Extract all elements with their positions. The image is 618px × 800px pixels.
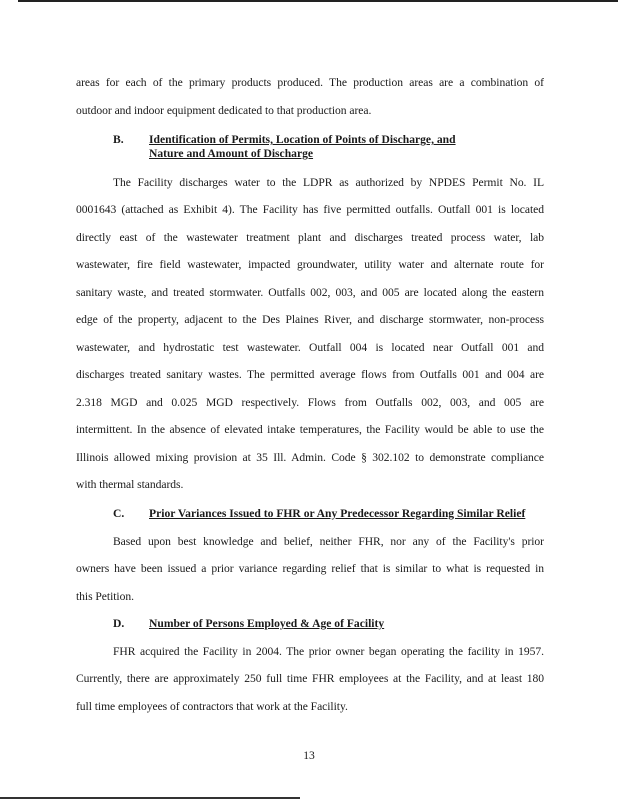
section-b-line-9: 2.318 MGD and 0.025 MGD respectively. Flows from Outfalls 002, 003, and 005 are xyxy=(76,396,544,409)
section-b-line-3: directly east of the wastewater treatment plant and discharges treated process water, lab xyxy=(76,231,544,244)
section-b-letter: B. xyxy=(113,133,124,146)
section-b-line-2: 0001643 (attached as Exhibit 4). The Facility has five permitted outfalls. Outfall 001 is located xyxy=(76,203,544,216)
section-b-line-6: edge of the property, adjacent to the Des Plaines River, and discharge stormwater, non-process xyxy=(76,313,544,326)
section-b-line-10: intermittent. In the absence of elevated intake temperatures, the Facility would be able to use the xyxy=(76,423,544,436)
section-d-line-2: Currently, there are approximately 250 full time FHR employees at the Facility, and at least 180 xyxy=(76,672,544,685)
section-c-letter: C. xyxy=(113,507,125,520)
section-b-line-8: discharges treated sanitary wastes. The permitted average flows from Outfalls 001 and 004 are xyxy=(76,368,544,381)
section-d-line-3: full time employees of contractors that work at the Facility. xyxy=(76,700,348,713)
page-number: 13 xyxy=(303,749,315,762)
bottom-rule xyxy=(0,797,300,799)
section-d-letter: D. xyxy=(113,617,125,630)
section-b-title-line-2: Nature and Amount of Discharge xyxy=(149,147,314,160)
section-b-line-12: with thermal standards. xyxy=(76,478,184,491)
section-b-line-5: sanitary waste, and treated stormwater. Outfalls 002, 003, and 005 are located along the eastern xyxy=(76,286,544,299)
section-c-line-1: Based upon best knowledge and belief, neither FHR, nor any of the Facility's prior xyxy=(113,535,544,548)
section-c-line-2: owners have been issued a prior variance regarding relief that is similar to what is requested in xyxy=(76,562,544,575)
intro-line-1: areas for each of the primary products produced. The production areas are a combination of xyxy=(76,76,544,89)
section-b-line-4: wastewater, fire field wastewater, impacted groundwater, utility water and alternate route for xyxy=(76,258,544,271)
top-rule xyxy=(18,0,618,2)
section-b-line-11: Illinois allowed mixing provision at 35 Ill. Admin. Code § 302.102 to demonstrate compliance xyxy=(76,451,544,464)
section-b-title-line-1: Identification of Permits, Location of Points of Discharge, and xyxy=(149,133,456,146)
section-d-line-1: FHR acquired the Facility in 2004. The prior owner began operating the facility in 1957. xyxy=(113,645,544,658)
section-c-title: Prior Variances Issued to FHR or Any Predecessor Regarding Similar Relief xyxy=(149,507,526,520)
intro-line-2: outdoor and indoor equipment dedicated to that production area. xyxy=(76,104,372,117)
section-b-line-1: The Facility discharges water to the LDPR as authorized by NPDES Permit No. IL xyxy=(113,176,544,189)
section-d-title: Number of Persons Employed & Age of Facility xyxy=(149,617,385,630)
section-b-line-7: wastewater, and hydrostatic test wastewater. Outfall 004 is located near Outfall 001 and xyxy=(76,341,544,354)
section-c-line-3: this Petition. xyxy=(76,590,134,603)
